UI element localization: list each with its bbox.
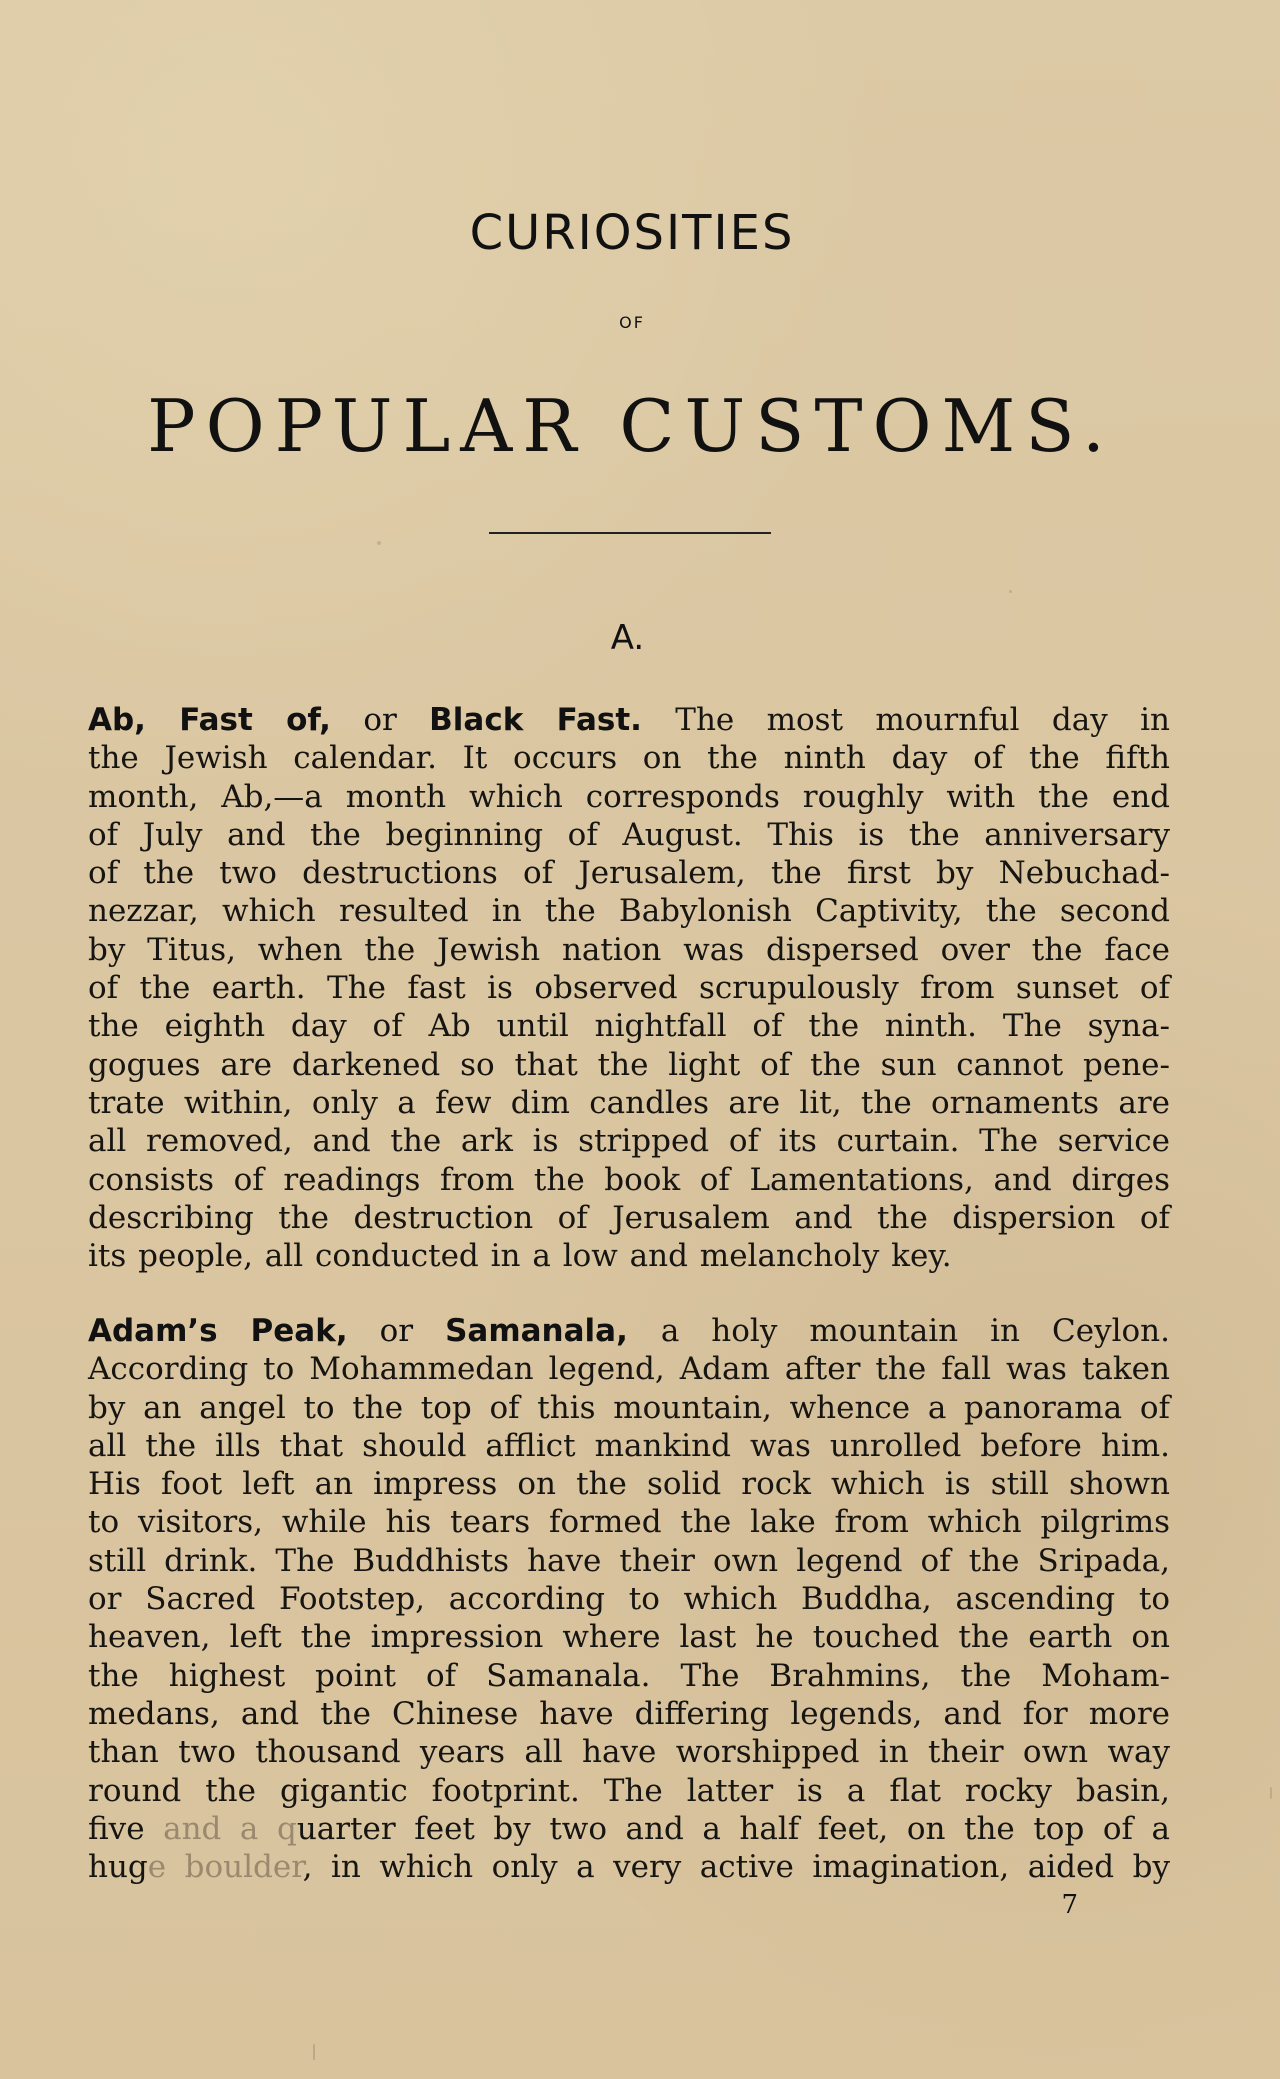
entry-text: a holy mountain in Ceylon.	[660, 1313, 1170, 1349]
entry-line: to visitors, while his tears formed the lake from which pilgrims	[88, 1504, 1170, 1541]
entry-line: the eighth day of Ab until nightfall of the ninth. The syna-	[88, 1008, 1170, 1045]
entry-line: by an angel to the top of this mountain, whence a panorama of	[88, 1389, 1170, 1426]
paper-mark	[1270, 1787, 1272, 1799]
entry-line: month, Ab,—a month which corresponds roughly with the end	[88, 778, 1170, 815]
entry-text: The most mournful day in	[675, 702, 1170, 738]
entry-first-line	[88, 701, 1170, 739]
entry-line: nezzar, which resulted in the Babylonish Captivity, the second	[88, 893, 1170, 930]
entry-line: describing the destruction of Jerusalem and the dispersion of	[88, 1199, 1170, 1236]
entry-line	[88, 1810, 1170, 1848]
entry-line: or Sacred Footstep, according to which Buddha, ascending to	[88, 1581, 1170, 1618]
entry-heading-term: Adam’s Peak,	[88, 1313, 348, 1349]
faded-text: and a q	[163, 1810, 297, 1847]
entry-heading-term: Samanala,	[445, 1313, 628, 1349]
entry-text: , in which only a very active imagination, aided by	[302, 1849, 1170, 1886]
entry-first-line	[88, 1312, 1170, 1350]
entry-line: His foot left an impress on the solid rock which is still shown	[88, 1466, 1170, 1503]
entry-line: According to Mohammedan legend, Adam after the fall was taken	[88, 1351, 1170, 1388]
entry-text: uarter feet by two and a half feet, on the top of a	[296, 1810, 1171, 1847]
entry-text: hug	[88, 1849, 148, 1886]
section-letter: A.	[610, 618, 645, 658]
entry-line: all the ills that should afflict mankind was unrolled before him.	[88, 1427, 1170, 1464]
entry-ab-fast	[88, 701, 1170, 1281]
entry-heading	[88, 1313, 661, 1349]
faded-text: e boulder	[147, 1849, 303, 1886]
entry-line: the Jewish calendar. It occurs on the ninth day of the fifth	[88, 740, 1170, 777]
entry-line: its people, all conducted in a low and melancholy key.	[88, 1238, 952, 1275]
entry-line: all removed, and the ark is stripped of its curtain. The service	[88, 1123, 1170, 1160]
entry-line: gogues are darkened so that the light of the sun cannot pene-	[88, 1046, 1170, 1083]
entry-line: by Titus, when the Jewish nation was dispersed over the face	[88, 931, 1170, 968]
entry-line: round the gigantic footprint. The latter is a flat rocky basin,	[88, 1772, 1170, 1809]
entry-line: still drink. The Buddhists have their own legend of the Sripada,	[88, 1542, 1170, 1579]
entry-heading-term: Ab, Fast of,	[88, 702, 331, 738]
book-title-popular-customs: POPULAR CUSTOMS.	[147, 384, 1115, 468]
entry-line: consists of readings from the book of Lamentations, and dirges	[88, 1161, 1170, 1198]
entry-line: of the two destructions of Jerusalem, the first by Nebuchad-	[88, 855, 1170, 892]
entry-heading	[88, 702, 675, 738]
entry-line: than two thousand years all have worshipped in their own way	[88, 1734, 1170, 1771]
entry-line: the highest point of Samanala. The Brahmins, the Moham-	[88, 1657, 1170, 1694]
page-number: 7	[1061, 1890, 1078, 1920]
entry-line: of the earth. The fast is observed scrupulously from sunset of	[88, 970, 1170, 1007]
entry-line: of July and the beginning of August. This is the anniversary	[88, 816, 1170, 853]
entry-heading-connector: or	[330, 702, 430, 738]
entry-line: heaven, left the impression where last he touched the earth on	[88, 1619, 1170, 1656]
paper-speck	[1009, 590, 1012, 593]
entry-line: medans, and the Chinese have differing legends, and for more	[88, 1695, 1170, 1732]
entry-adams-peak	[88, 1312, 1170, 1892]
entry-line	[88, 1848, 1170, 1886]
book-title-of: OF	[619, 313, 645, 332]
entry-heading-term: Black Fast.	[429, 702, 642, 738]
paper-mark	[313, 2044, 315, 2060]
title-divider	[489, 532, 771, 534]
entry-heading-connector: or	[347, 1313, 446, 1349]
entry-text: five	[88, 1810, 164, 1847]
entry-line: trate within, only a few dim candles are lit, the ornaments are	[88, 1084, 1170, 1121]
paper-speck	[377, 541, 381, 545]
book-title-curiosities: CURIOSITIES	[469, 205, 795, 261]
